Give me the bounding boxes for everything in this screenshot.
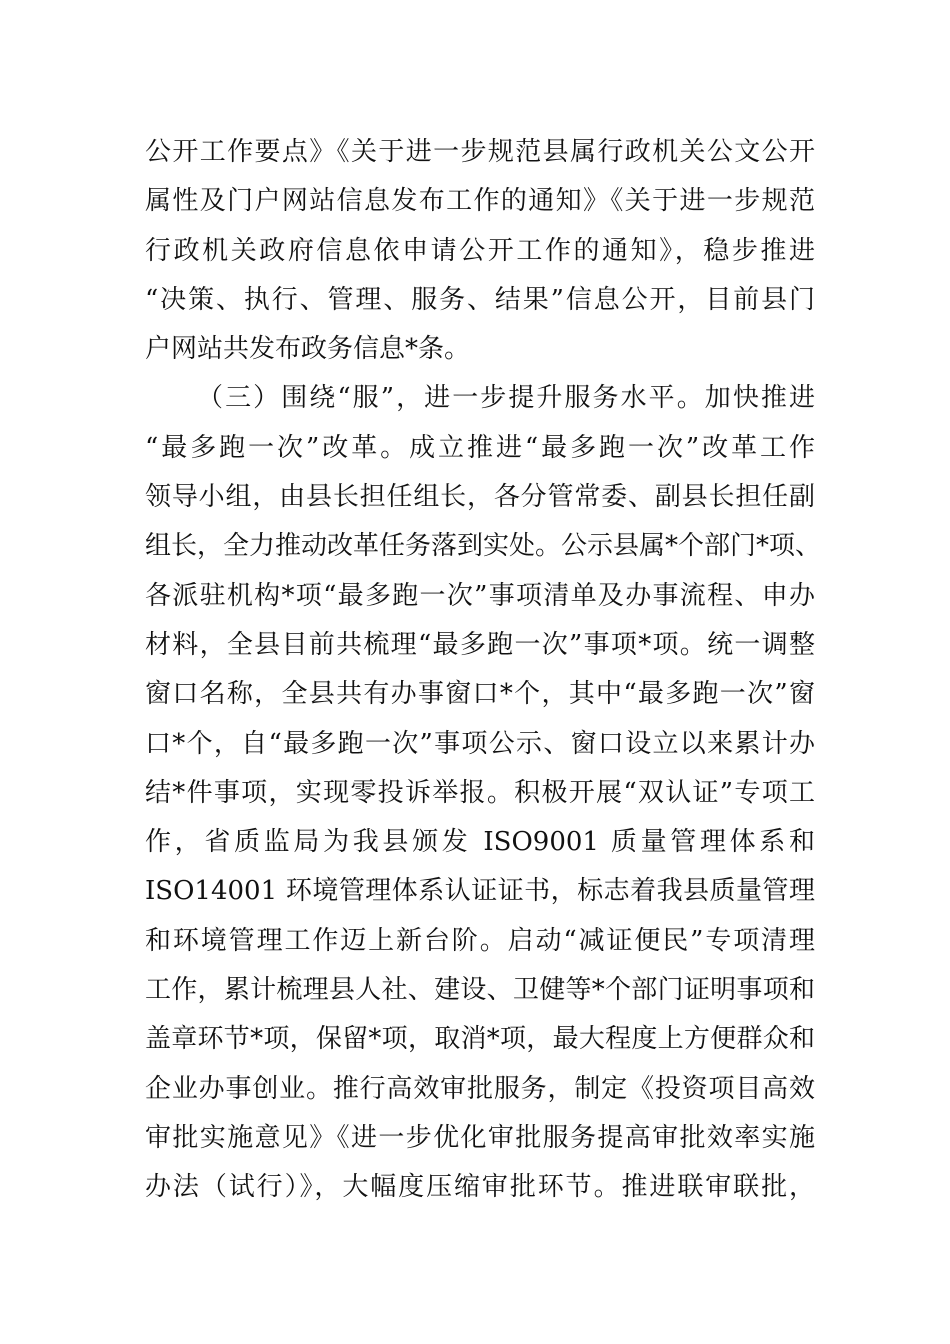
text-line: 各派驻机构*项“最多跑一次”事项清单及办事流程、申办 (145, 580, 815, 611)
text-line: “决策、执行、管理、服务、结果”信息公开，目前县门 (145, 284, 815, 315)
text-line: 口*个，自“最多跑一次”事项公示、窗口设立以来累计办 (145, 728, 815, 759)
text-line: 窗口名称，全县共有办事窗口*个，其中“最多跑一次”窗 (145, 679, 815, 710)
text-line: 作，省质监局为我县颁发 ISO9001 质量管理体系和 (145, 827, 815, 858)
text-line: 工作，累计梳理县人社、建设、卫健等*个部门证明事项和 (145, 975, 815, 1006)
text-line: “最多跑一次”改革。成立推进“最多跑一次”改革工作 (145, 432, 815, 463)
section-heading-line: （三）围绕“服”，进一步提升服务水平。加快推进 (197, 383, 815, 414)
text-line: 户网站共发布政务信息*条。 (145, 334, 471, 365)
text-line: 属性及门户网站信息发布工作的通知》《关于进一步规范 (145, 186, 815, 217)
text-line: 盖章环节*项，保留*项，取消*项，最大程度上方便群众和 (145, 1024, 815, 1055)
text-line: 办法（试行）》，大幅度压缩审批环节。推进联审联批， (145, 1172, 815, 1203)
text-line: 企业办事创业。推行高效审批服务，制定《投资项目高效 (145, 1073, 815, 1104)
text-line: 行政机关政府信息依申请公开工作的通知》，稳步推进 (145, 235, 815, 266)
text-line: 领导小组，由县长担任组长，各分管常委、副县长担任副 (145, 482, 815, 513)
text-line: 公开工作要点》《关于进一步规范县属行政机关公文公开 (145, 137, 815, 167)
text-line: ISO14001 环境管理体系认证证书，标志着我县质量管理 (145, 876, 815, 907)
text-line: 组长，全力推动改革任务落到实处。公示县属*个部门*项、 (145, 531, 822, 562)
text-line: 审批实施意见》《进一步优化审批服务提高审批效率实施 (145, 1122, 815, 1153)
text-line: 和环境管理工作迈上新台阶。启动“减证便民”专项清理 (145, 925, 815, 956)
text-line: 结*件事项，实现零投诉举报。积极开展“双认证”专项工 (145, 777, 815, 808)
text-line: 材料，全县目前共梳理“最多跑一次”事项*项。统一调整 (145, 629, 815, 660)
body-text (145, 128, 822, 1213)
